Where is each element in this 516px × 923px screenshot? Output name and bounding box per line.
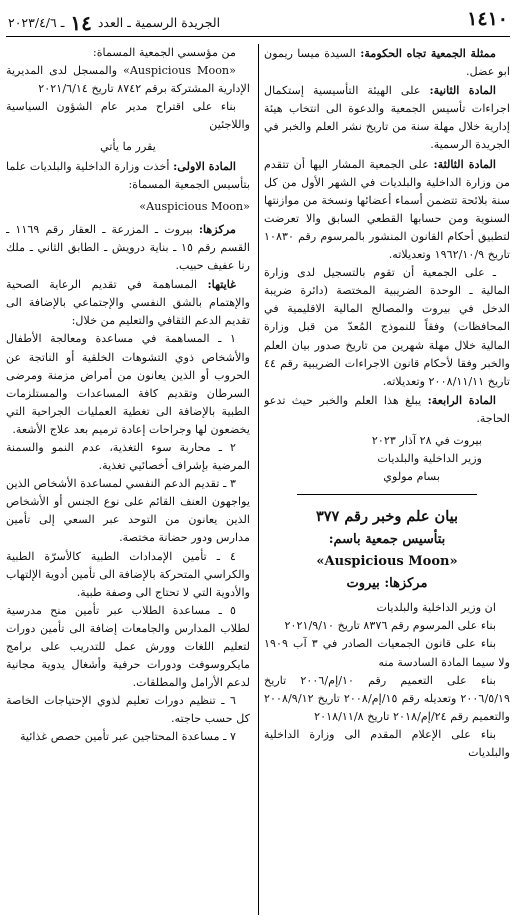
decides-heading: يقرر ما يأتي bbox=[100, 140, 156, 154]
headquarters-paragraph bbox=[6, 220, 250, 275]
association-name: «Auspicious Moon» bbox=[316, 554, 458, 570]
purpose-label: غايتها: bbox=[207, 277, 236, 292]
issue-line bbox=[8, 11, 220, 35]
representative-paragraph bbox=[264, 44, 510, 81]
purpose-paragraph bbox=[6, 275, 250, 330]
founders-line: من مؤسسي الجمعية المسماة: bbox=[92, 46, 236, 59]
left-column bbox=[6, 44, 250, 919]
purpose-item-2: ٢ ـ محاربة سوء التغذية، عدم النمو والسمنة المرضية بإشراف أخصائيي تغذية. bbox=[6, 440, 250, 473]
issue-number: ١٤ bbox=[70, 11, 92, 35]
purpose-item-7: ٧ ـ مساعدة المحتاجين عبر تأمين حصص غذائية bbox=[19, 730, 236, 744]
associations-law-reference: بناء على قانون الجمعيات الصادر في ٣ آب ١٩٠٩ ولا سيما المادة السادسة منه bbox=[264, 637, 510, 669]
headquarters-address: بيروت ـ المزرعة ـ العقار رقم ١١٦٩ ـ القسم رقم ١٥ ـ بناية درويش ـ الطابق الثاني ـ ملك رنا عفيف حبيب. bbox=[6, 222, 250, 273]
purpose-item-5: ٥ ـ مساعدة الطلاب عبر تأمين منح مدرسية لطلاب المدارس والجامعات إضافة الى تأمين دورات لتعليم اللغات وورش عمل للتدريب على برامج مايكروسوفت ودورات حرفية وأشغال يدوية مجانية لدعم الأرامل والمطلقات. bbox=[6, 603, 250, 690]
notice-submission-reference: بناء على الإعلام المقدم الى وزارة الداخلية والبلديات bbox=[264, 727, 510, 759]
headquarters-label: مركزها: bbox=[384, 576, 428, 592]
page-header bbox=[6, 6, 510, 37]
purpose-text: المساهمة في تقديم الرعاية الصحية والإهتمام بالشق النفسي والإجتماعي بالإضافة الى تقديم الدعم الثقافي والتعليم من خلال: bbox=[6, 278, 250, 328]
article-two-text: على الهيئة التأسيسية إستكمال اجراءات تأسيس الجمعية والدعوة الى انتخاب هيئة إدارية خلال مهلة سنة من تاريخ نشر العلم والخبر في الجريدة الرسمية. bbox=[264, 84, 510, 152]
article-two-label: المادة الثانية: bbox=[429, 83, 496, 98]
article-four-text: يبلغ هذا العلم والخبر حيث تدعو الحاجة. bbox=[264, 393, 510, 425]
issue-date: ٢٠٢٣/٤/٦ bbox=[8, 15, 57, 30]
article-one-label: المادة الاولى: bbox=[173, 158, 237, 173]
column-divider bbox=[258, 44, 259, 915]
article-one bbox=[6, 157, 250, 194]
signature-place-date: بيروت في ٢٨ آذار ٢٠٢٣ bbox=[371, 433, 482, 447]
registration-paragraph bbox=[6, 62, 250, 98]
article-four-label: المادة الرابعة: bbox=[427, 392, 496, 407]
registration-text: والمسجل لدى المديرية الإدارية المشتركة برقم ٨٧٤٢ تاريخ ٢٠٢١/٦/١٤ bbox=[6, 64, 250, 96]
purpose-item-1: ١ ـ المساهمة في مساعدة ومعالجة الأطفال والأشخاص ذوي التشوهات الخلقية أو الناتجة عن الحروب أو الذين يعانون من أمراض مزمنة ومرضى السرطان وتقديم كافة المساعدات والمستلزمات الطبية بالإضافة الى تغطية العمليات الجراحية التي يخضعون لها وجراحات إعادة ترميم بعد علاج الأشعة. bbox=[6, 332, 250, 436]
notice-subtitle: بتأسيس جمعية باسم: bbox=[328, 532, 446, 548]
headquarters-address-label: مركزها: bbox=[198, 221, 236, 236]
article-three bbox=[264, 155, 510, 265]
circulars-reference: بناء على التعميم رقم ١٠/إم/٢٠٠٦ تاريخ ٢٠٠٦/٥/١٩ وتعديله رقم ١٥/إم/٢٠٠٨ تاريخ ٢٠٠٨/٩/١٢ والتعميم رقم ٢٤/إم/٢٠١٨ تاريخ ٢٠١٨/١١/٨ bbox=[264, 673, 510, 723]
article-three-label: المادة الثالثة: bbox=[433, 156, 496, 171]
purpose-item-3: ٣ ـ تقديم الدعم النفسي لمساعدة الأشخاص الذين يواجهون العنف القائم على نوع الجنس أو الأشخاص الذين يعانون من التوحد عبر السعي إلى تأمين مدارس ودور حضانة مختصة. bbox=[6, 477, 250, 545]
page-number: ١٤١٠ bbox=[467, 8, 508, 30]
article-two bbox=[264, 81, 510, 154]
purpose-item-4: ٤ ـ تأمين الإمدادات الطبية كالأسرّة الطبية والكراسي المتحركة بالإضافة الى تأمين أدوية الإلتهاب والأدوية التي لا تحتاج الى وصفة طبية. bbox=[6, 549, 250, 599]
decree-reference: بناء على المرسوم رقم ٨٣٧٦ تاريخ ٢٠٢١/٩/١٠ bbox=[284, 619, 496, 633]
article-four bbox=[264, 391, 510, 428]
headquarters-value: بيروت bbox=[346, 576, 385, 592]
representative-text: السيدة ميسا ريمون ابو عضل. bbox=[264, 47, 510, 79]
signature-name: بسام مولوي bbox=[383, 470, 440, 484]
gazette-name: الجريدة الرسمية ـ العدد bbox=[97, 15, 221, 30]
signature-title: وزير الداخلية والبلديات bbox=[377, 452, 482, 466]
tax-registration-paragraph: ـ على الجمعية أن تقوم بالتسجيل لدى وزارة المالية ـ الوحدة الضريبية المختصة (دائرة ضريبة الدخل في بيروت والمصالح المالية الاقليمية في المحافظات) وفقاً للنموذج المُعدّ من قبل وزارة المالية خلال مهلة شهرين من تاريخ صدور بيان العلم والخبر وفقا لأحكام قانون الاجراءات الضريبية رقم ٤٤ تاريخ ٢٠٠٨/١١/١١ وتعديلاته. bbox=[264, 266, 510, 388]
header-separator: ـ bbox=[60, 15, 65, 30]
purpose-item-6: ٦ ـ تنظيم دورات تعليم لذوي الإحتياجات الخاصة كل حسب حاجته. bbox=[6, 694, 250, 726]
article-three-text: على الجمعية المشار اليها أن تتقدم من وزارة الداخلية والبلديات في الشهر الأول من كل سنة بلائحة تتضمن أسماء أعضائها ونسخة من موازنتها السنوية ومن حسابها القطعي السابق والا تعرضت لتطبيق أحكام القانون المنشور بالمرسوم رقم ١٠٨٣٠ تاريخ ١٩٦٢/١٠/٩ وتعديلاته. bbox=[264, 157, 510, 262]
headquarters-line bbox=[264, 573, 510, 595]
proposal-paragraph: بناء على اقتراح مدير عام الشؤون السياسية واللاجئين bbox=[6, 100, 250, 132]
decided-association-name: «Auspicious Moon» bbox=[139, 199, 250, 213]
right-column bbox=[264, 44, 510, 919]
notice-title: بيان علم وخبر رقم ٣٧٧ bbox=[315, 508, 459, 526]
minister-intro: ان وزير الداخلية والبلديات bbox=[376, 601, 496, 615]
section-rule bbox=[297, 494, 477, 495]
registered-association-name: «Auspicious Moon» bbox=[122, 64, 236, 78]
article-one-text: أخذت وزارة الداخلية والبلديات علما بتأسيس الجمعية المسماة: bbox=[6, 159, 250, 191]
representative-label: ممثلة الجمعية تجاه الحكومة: bbox=[360, 46, 497, 60]
